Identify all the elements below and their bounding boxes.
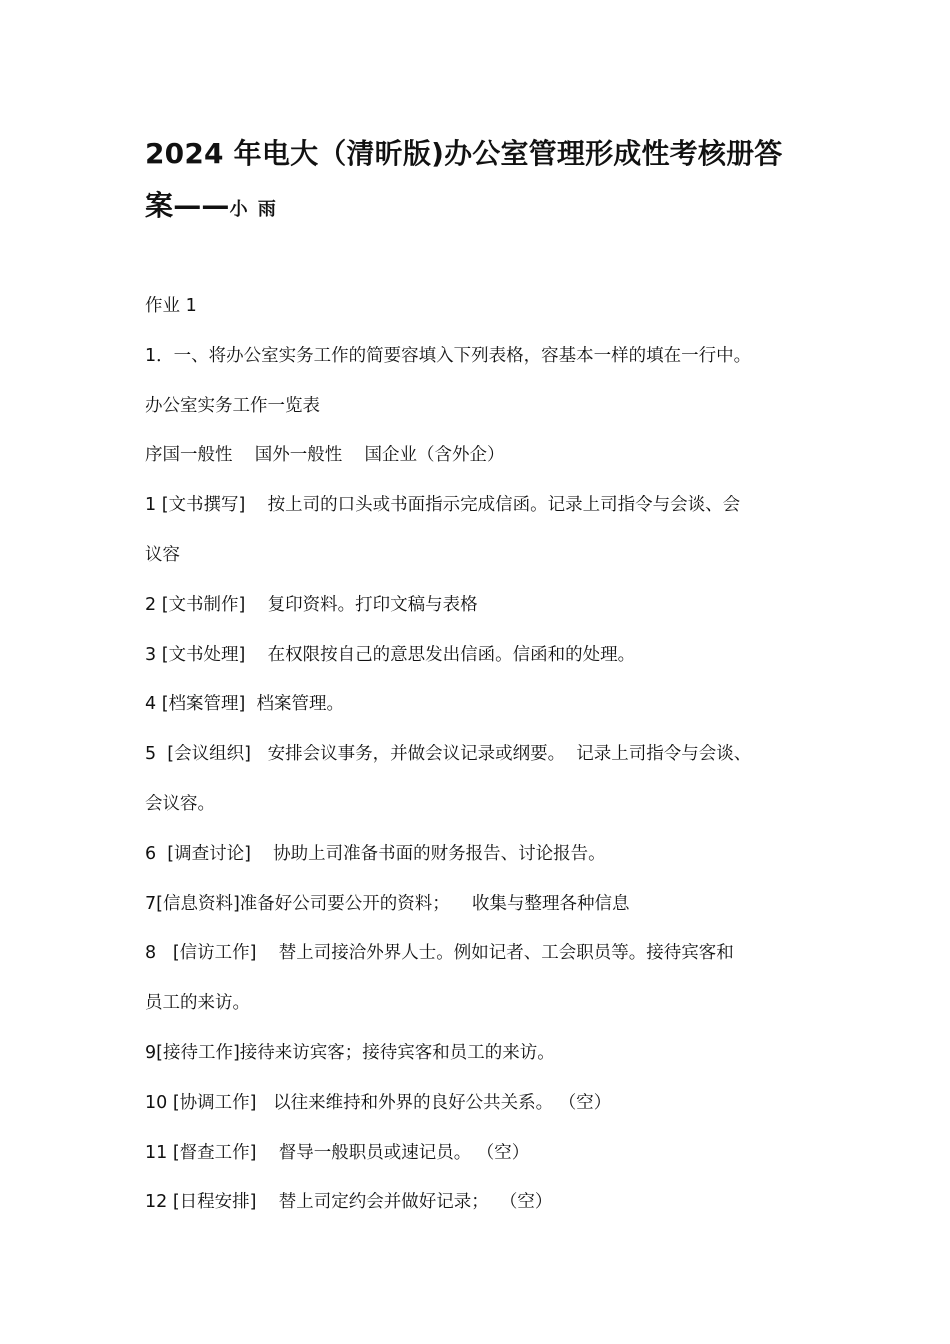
title-line-2 <box>145 180 815 236</box>
document-body <box>145 282 825 1228</box>
paragraph: 作业 1 <box>145 296 197 316</box>
title-line-1: 2024 年电大（清昕版)办公室管理形成性考核册答 <box>145 137 783 170</box>
paragraph: 6 [调查讨论] 协助上司准备书面的财务报告、讨论报告。 <box>145 843 606 864</box>
paragraph: 3 [文书处理] 在权限按自己的意思发出信函。信函和的处理。 <box>145 644 636 665</box>
paragraph: 4 [档案管理] 档案管理。 <box>145 694 344 715</box>
title-author: 小 雨 <box>229 199 278 220</box>
paragraph: 12 [日程安排] 替上司定约会并做好记录； （空） <box>145 1192 553 1213</box>
paragraph: 8 [信访工作] 替上司接洽外界人士。例如记者、工会职员等。接待宾客和 <box>145 943 734 964</box>
paragraph: 员工的来访。 <box>145 993 250 1014</box>
paragraph: 7[信息资料]准备好公司要公开的资料； 收集与整理各种信息 <box>145 893 630 914</box>
document-title <box>145 128 815 236</box>
title-line-2-main: 案—— <box>145 189 230 222</box>
paragraph: 办公室实务工作一览表 <box>145 395 320 416</box>
paragraph: 10 [协调工作] 以往来维持和外界的良好公共关系。 （空） <box>145 1092 612 1113</box>
paragraph: 5 [会议组织] 安排会议事务，并做会议记录或纲要。 记录上司指令与会谈、 <box>145 744 752 765</box>
paragraph: 1 [文书撰写] 按上司的口头或书面指示完成信函。记录上司指令与会谈、会 <box>145 495 741 516</box>
paragraph: 序国一般性 国外一般性 国企业（含外企） <box>145 445 505 466</box>
paragraph: 1．一、将办公室实务工作的简要容填入下列表格，容基本一样的填在一行中。 <box>145 345 752 366</box>
paragraph: 议容 <box>145 544 180 565</box>
paragraph: 11 [督查工作] 督导一般职员或速记员。 （空） <box>145 1142 530 1163</box>
paragraph: 会议容。 <box>145 793 215 814</box>
paragraph: 9[接待工作]接待来访宾客；接待宾客和员工的来访。 <box>145 1042 555 1063</box>
paragraph: 2 [文书制作] 复印资料。打印文稿与表格 <box>145 594 478 615</box>
